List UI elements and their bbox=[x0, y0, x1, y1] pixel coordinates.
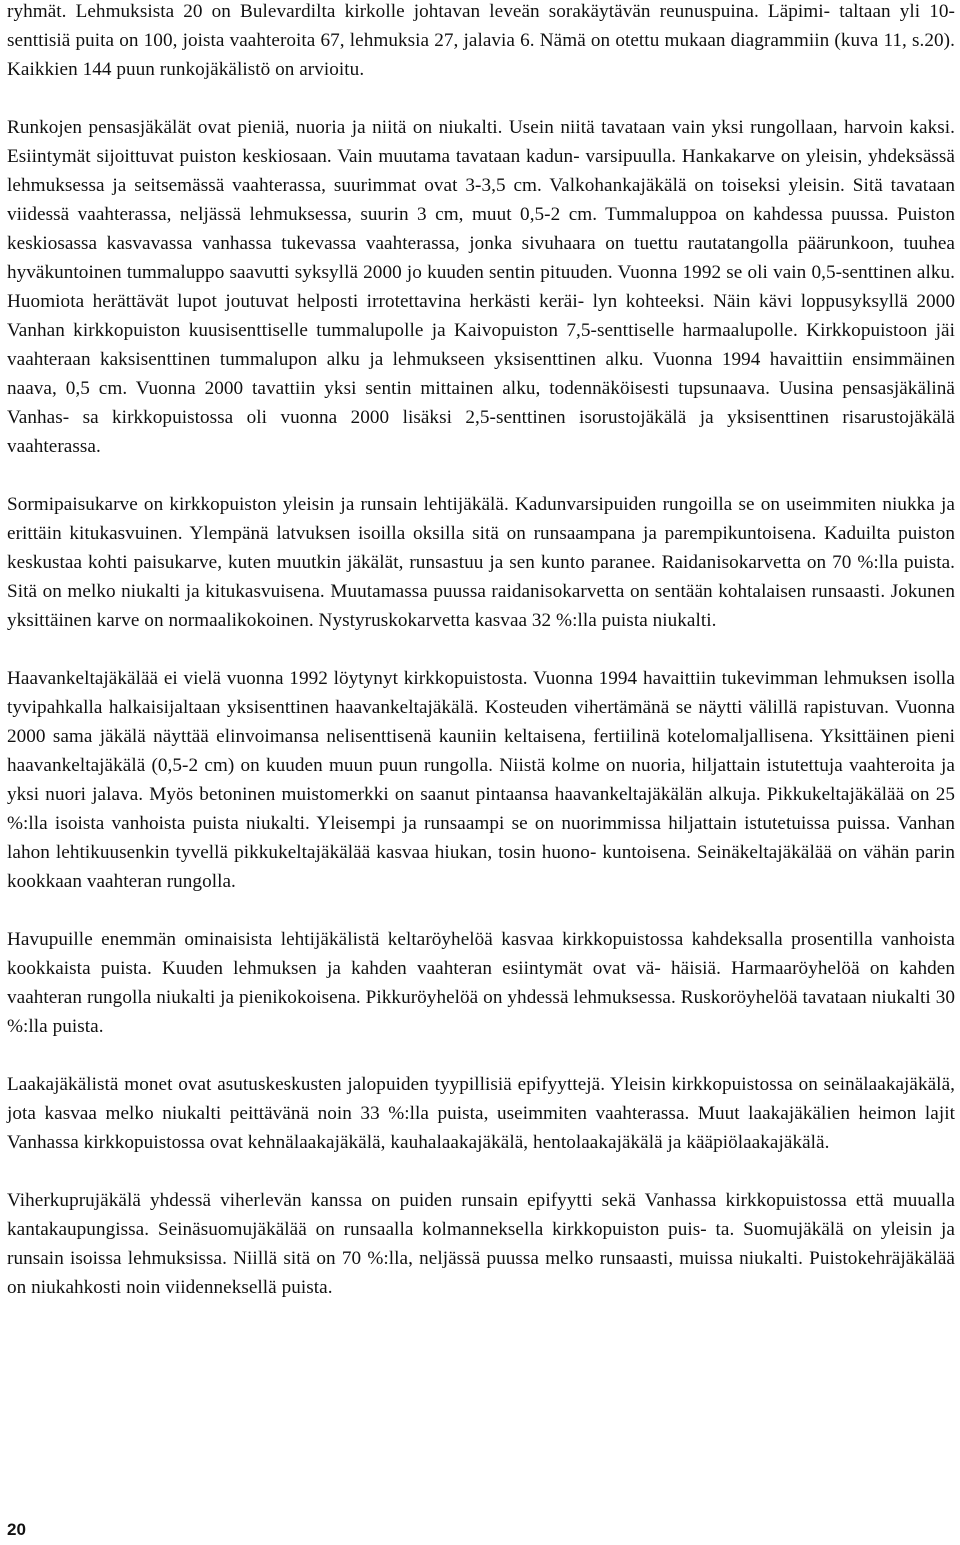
text-line: kauhalaakajäkälä, hentolaakajäkälä ja kääpiölaakajäkälä. bbox=[390, 1132, 830, 1153]
paragraph-gap bbox=[7, 896, 955, 925]
page-number: 20 bbox=[7, 1520, 26, 1539]
paragraph-gap bbox=[7, 1041, 955, 1070]
text-line: lehmuksen isolla tyvipahkalla halkaisijaltaan yksisenttinen haavankeltajäkälä. Kosteuden vihertämänä bbox=[7, 668, 955, 718]
text-line: Sormipaisukarve on kirkkopuiston yleisin ja runsain lehtijäkälä. Kadunvarsipuiden rungoilla se on bbox=[7, 494, 781, 515]
text-line: ta. Suomujäkälä on yleisin ja runsain isoissa lehmuksissa. Niillä sitä on 70 %:lla, neljässä puussa bbox=[7, 1219, 955, 1269]
text-line: vaahterassa. Muut laakajäkälien heimon lajit Vanhassa kirkkopuistossa ovat kehnälaakajäkälä, bbox=[7, 1103, 955, 1153]
text-line: ovat 3-3,5 cm. Valkohankajäkälä on toiseksi yleisin. Sitä tavataan viidessä vaahterassa, neljässä bbox=[7, 175, 955, 225]
text-line: oli vain 0,5-senttinen alku. Huomiota herättävät lupot joutuvat helposti irrotettavina herkästi keräi- bbox=[7, 262, 955, 312]
text-line: varsipuulla. Hankakarve on yleisin, yhdeksässä lehmuksessa ja seitsemässä vaahterassa, suurimmat bbox=[7, 146, 955, 196]
paragraph-3 bbox=[7, 490, 955, 635]
text-line: prosentilla vanhoista kookkaista puista. Kuuden lehmuksen ja kahden vaahteran esiintymät ovat vä- bbox=[7, 929, 955, 979]
paragraph-gap bbox=[7, 84, 955, 113]
paragraph-gap bbox=[7, 635, 955, 664]
text-line: ja sen kunto paranee. Raidanisokarvetta on 70 %:lla puista. Sitä on melko niukalti ja kitukasvuisena. bbox=[7, 552, 956, 602]
text-line: sa kirkkopuistossa oli vuonna 2000 lisäksi 2,5-senttinen isorustojäkälä ja yksisenttinen risarustojäkälä bbox=[82, 407, 955, 428]
text-line: 25 %:lla isoista vanhoista puista niukalti. Yleisempi ja runsaampi se on nuorimmissa hiljattain bbox=[7, 784, 955, 834]
paragraph-2 bbox=[7, 113, 955, 461]
text-line: yhdessä lehmuksessa. Ruskoröyhelöä tavataan niukalti 30 %:lla puista. bbox=[7, 987, 955, 1037]
text-line: muun puun rungolla. Niistä kolme on nuoria, hiljattain istutettuja vaahteroita ja yksi nuori jalava. bbox=[7, 755, 955, 805]
text-line: häisiä. Harmaaröyhelöä on kahden vaahteran rungolla niukalti ja pienikokoisena. Pikkuröyhelöä on bbox=[7, 958, 955, 1008]
text-line: keltaisena, fertiilinä kotelomaljallisena. Yksittäinen pieni haavankeltajäkälä (0,5-2 cm) on kuuden bbox=[7, 726, 955, 776]
text-line: rungollaan, harvoin kaksi. Esiintymät sijoittuvat puiston keskiosaan. Vain muutama tavataan kadun- bbox=[7, 117, 955, 167]
text-line: Runkojen pensasjäkälät ovat pieniä, nuoria ja niitä on niukalti. Usein niitä tavataan vain yksi bbox=[7, 117, 744, 138]
paragraph-1 bbox=[7, 0, 955, 84]
text-line: useimmiten niukka ja erittäin kitukasvuinen. Ylempänä latvuksen isoilla oksilla sitä on runsaampana bbox=[7, 494, 955, 544]
text-line: taltaan yli 10-senttisiä puita on 100, joista vaahteroita 67, lehmuksia 27, jalavia 6. Nämä on otettu bbox=[7, 1, 955, 51]
text-line: on seinälaakajäkälä, jota kasvaa melko niukalti peittävänä noin 33 %:lla puista, useimmiten bbox=[7, 1074, 955, 1124]
text-line: Haavankeltajäkälää ei vielä vuonna 1992 löytynyt kirkkopuistosta. Vuonna 1994 havaittiin tukevimman bbox=[7, 668, 819, 689]
text-line: 2000 tavattiin yksi sentin mittainen alku, todennäköisesti tupsunaava. Uusina pensasjäkälinä Vanhas- bbox=[7, 378, 955, 428]
text-line: kasvavassa vanhassa tukevassa vaahterassa, jonka sivuhaara on tuettu rautatangolla päärunkoon, bbox=[106, 233, 894, 254]
text-line: alku ja lehmukseen yksisenttinen alku. Vuonna 1994 havaittiin ensimmäinen naava, 0,5 cm. Vuonna bbox=[7, 349, 955, 399]
text-line: normaalikokoinen. Nystyruskokarvetta kasvaa 32 %:lla puista niukalti. bbox=[168, 610, 717, 631]
document-page bbox=[7, 0, 955, 1302]
paragraph-5 bbox=[7, 925, 955, 1041]
paragraph-4 bbox=[7, 664, 955, 896]
text-line: lehmuksessa, suurin 3 cm, muut 0,5-2 cm. Tummaluppoa on kahdessa puussa. Puiston keskiosassa bbox=[7, 204, 955, 254]
paragraph-7 bbox=[7, 1186, 955, 1302]
paragraph-gap bbox=[7, 461, 955, 490]
text-line: vaahterassa. bbox=[7, 436, 101, 457]
text-line: mukaan diagrammiin (kuva 11, s.20). Kaikkien 144 puun runkojäkälistö on arvioitu. bbox=[7, 30, 955, 80]
text-line: että muualla kantakaupungissa. Seinäsuomujäkälää on runsaalla kolmanneksella kirkkopuiston puis- bbox=[7, 1190, 955, 1240]
text-line: se näytti välillä rapistuvan. Vuonna 2000 sama jäkälä näyttää elinvoimansa nelisenttisenä kauniin bbox=[7, 697, 956, 747]
text-line: lyn kohteeksi. Näin kävi loppusyksyllä 2000 Vanhan kirkkopuiston kuusisenttiselle tummalupolle ja bbox=[7, 291, 955, 341]
text-line: Laakajäkälistä monet ovat asutuskeskusten jalopuiden tyypillisiä epifyyttejä. Yleisin kirkkopuistossa bbox=[7, 1074, 793, 1095]
text-line: tuuhea hyväkuntoinen tummaluppo saavutti syksyllä 2000 jo kuuden sentin pituuden. Vuonna 1992 se bbox=[7, 233, 955, 283]
paragraph-6 bbox=[7, 1070, 955, 1157]
text-line: melko runsaasti, muissa niukalti. Puistokehräjäkälää on niukahkosti noin viidenneksellä puista. bbox=[7, 1248, 955, 1298]
text-line: ja parempikuntoisena. Kaduilta puiston keskustaa kohti paisukarve, kuten muutkin jäkälät, runsastuu bbox=[7, 523, 955, 573]
text-line: Kaivopuiston 7,5-senttiselle harmaalupolle. Kirkkopuistoon jäi vaahteraan kaksisenttinen tummalupon bbox=[7, 320, 955, 370]
text-line: kuntoisena. Seinäkeltajäkälää on vähän parin kookkaan vaahteran rungolla. bbox=[7, 842, 955, 892]
text-line: istutetuissa puissa. Vanhan lahon lehtikuusenkin tyvellä pikkukeltajäkälää kasvaa hiukan, tosin huono- bbox=[7, 813, 955, 863]
text-line: Viherkuprujäkälä yhdessä viherlevän kanssa on puiden runsain epifyytti sekä Vanhassa kirkkopuistossa bbox=[7, 1190, 847, 1211]
paragraph-gap bbox=[7, 1157, 955, 1186]
text-line: ryhmät. Lehmuksista 20 on Bulevardilta kirkolle johtavan leveän sorakäytävän reunuspuina. Läpimi- bbox=[7, 1, 831, 22]
text-line: Muutamassa puussa raidanisokarvetta on sentään kohtalaisen runsaasti. Jokunen yksittäinen karve on bbox=[7, 581, 955, 631]
text-line: Havupuille enemmän ominaisista lehtijäkälistä keltaröyhelöä kasvaa kirkkopuistossa kahdeksalla bbox=[7, 929, 783, 950]
text-line: Myös betoninen muistomerkki on saanut pintaansa haavankeltajäkälän alkuja. Pikkukeltajäkälää on bbox=[149, 784, 930, 805]
